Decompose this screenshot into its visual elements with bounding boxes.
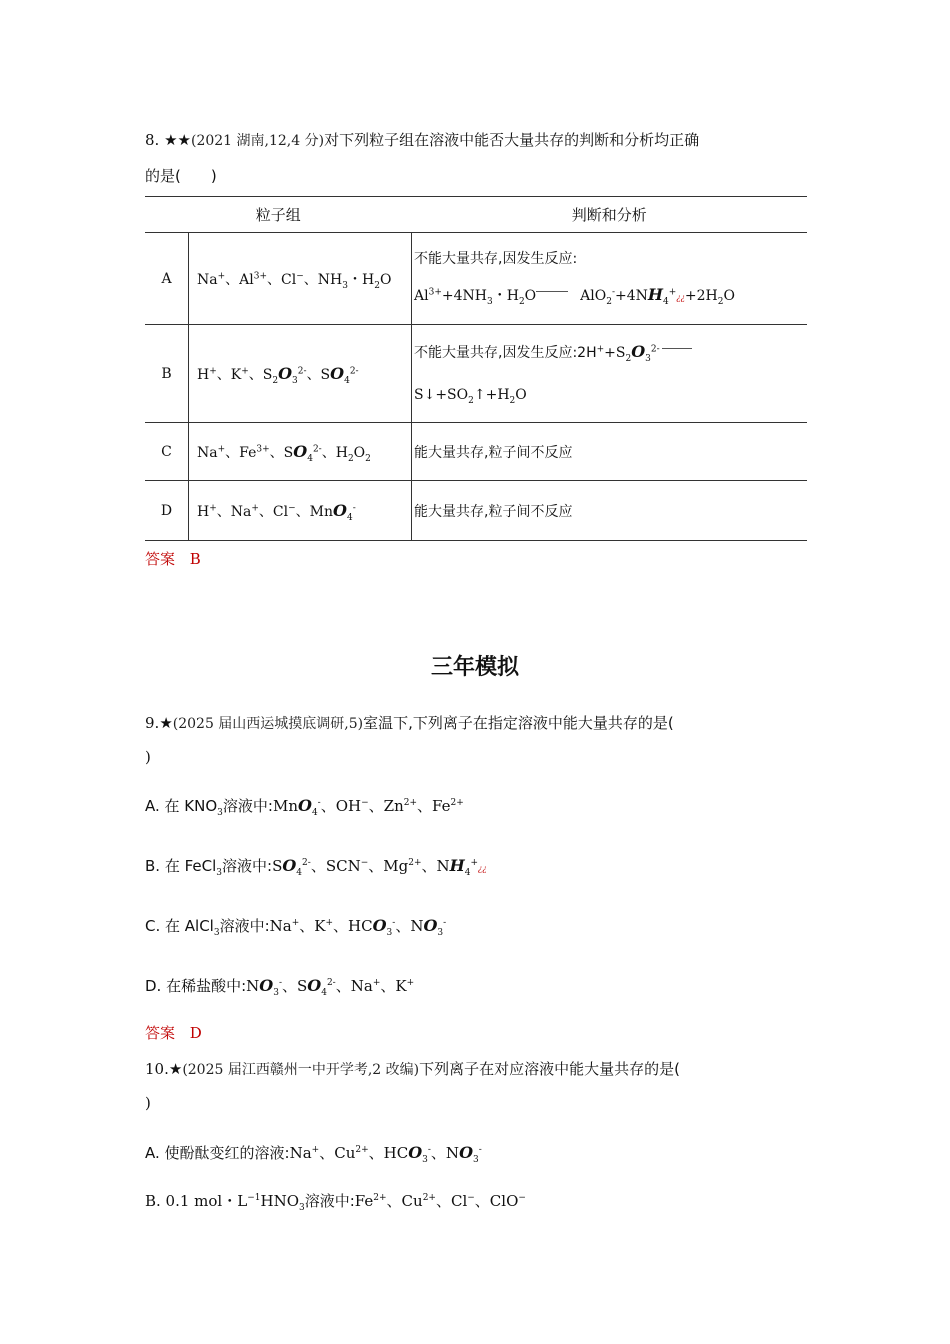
q10-stem-end: ) xyxy=(145,1094,151,1112)
particle-group-d: H+、Na+、Cl−、MnO$_4$- xyxy=(189,481,412,541)
q8-number: 8. xyxy=(145,131,160,149)
q9-option-b: B. 在 FeCl$_3$溶液中$:SO_4^{2-}$、SCN−、$Mg^{2+}$、$NH_4^+¿¿$ xyxy=(145,856,487,878)
analysis-d: 能大量共存,粒子间不反应 xyxy=(412,481,808,541)
answer-label: 答案 xyxy=(145,550,176,568)
q8-answer xyxy=(145,548,201,569)
answer-value: D xyxy=(189,1024,202,1042)
table-row xyxy=(145,325,807,423)
analysis-a-text: 不能大量共存,因发生反应: xyxy=(414,251,578,267)
q9-number: 9. xyxy=(145,714,160,732)
q9-stem-text: 室温下,下列离子在指定溶液中能大量共存的是( xyxy=(363,714,674,732)
q9-answer xyxy=(145,1022,202,1043)
q8-stem-line1 xyxy=(145,129,699,150)
answer-label: 答案 xyxy=(145,1024,176,1042)
row-label: A xyxy=(145,233,189,325)
q10-option-a: A. 使酚酞变红的溶液:Na+、$Cu^{2+}$、$HCO_3^-$、$NO_3^-$ xyxy=(145,1143,482,1165)
option-b-lead: B. 0.1 mol・L xyxy=(145,1192,248,1210)
answer-value: B xyxy=(189,550,201,568)
option-d-lead: D. 在稀盐酸中: xyxy=(145,977,247,995)
table-row xyxy=(145,481,807,541)
option-c-lead: C. 在 AlCl xyxy=(145,917,214,935)
q8-stem-line2: 的是( ) xyxy=(145,167,217,185)
analysis-a xyxy=(412,233,808,325)
row-label: D xyxy=(145,481,189,541)
particle-group-a: Na+、$Al^{3+}$、Cl−、$NH_3$・$H_2O$ xyxy=(189,233,412,325)
q9-option-a: A. 在 $KNO_3$溶液中:MnO$_4$-、OH−、$Zn^{2+}$、$Fe^{2+}$ xyxy=(145,796,464,818)
q9-stem-end: ) xyxy=(145,748,151,766)
particle-group-c: Na+、$Fe^{3+}$、$SO_4^{2-}$、$H_2O_2$ xyxy=(189,423,412,481)
row-label: B xyxy=(145,325,189,423)
q8-source: (2021 湖南,12,4 分) xyxy=(191,133,325,149)
analysis-b: 不能大量共存,因发生反应$:2H^++S_2O_3^{2-}$ $S↓+SO_2↑+H_2O$ xyxy=(412,325,808,423)
option-a-lead: A. 在 KNO xyxy=(145,797,218,815)
q10-stem-text: 下列离子在对应溶液中能大量共存的是( xyxy=(419,1060,680,1078)
analysis-b-text: 不能大量共存,因发生反应:2H xyxy=(414,345,597,361)
option-a-lead: A. 使酚酞变红的溶液: xyxy=(145,1144,290,1162)
q10-source: (2025 届江西赣州一中开学考,2 改编) xyxy=(182,1062,420,1078)
analysis-c: 能大量共存,粒子间不反应 xyxy=(412,423,808,481)
table-row xyxy=(145,233,807,325)
q9-stem xyxy=(145,712,674,733)
q9-option-c: C. 在 AlCl$_3$溶液中:Na+、K+、$HCO_3^-$、$NO_3^-$ xyxy=(145,916,447,938)
header-judgment-analysis: 判断和分析 xyxy=(412,197,808,233)
q10-option-b: B. 0.1 mol・$L^{-1}HNO_3$溶液中$:Fe^{2+}$、$Cu^{2+}$、Cl−、ClO− xyxy=(145,1192,526,1213)
table-header-row xyxy=(145,197,807,233)
q8-table xyxy=(145,196,807,541)
reaction-equation-a: $Al^{3+}+4NH_3$・$H_2O$ $AlO_2^-+4NH_4^+¿¿+2H_2O$ xyxy=(414,285,735,307)
section-title: 三年模拟 xyxy=(430,655,519,680)
q8-stem: 对下列粒子组在溶液中能否大量共存的判断和分析均正确 xyxy=(324,131,700,149)
row-label: C xyxy=(145,423,189,481)
q10-stem xyxy=(145,1058,680,1079)
q10-difficulty-star: ★ xyxy=(168,1060,183,1078)
option-b-lead: B. 在 FeCl xyxy=(145,857,217,875)
reaction-products-b: $S↓+SO_2↑+H_2O$ xyxy=(414,387,527,406)
q9-difficulty-star: ★ xyxy=(159,714,173,732)
table-row xyxy=(145,423,807,481)
header-particle-group: 粒子组 xyxy=(145,197,412,233)
q10-number: 10. xyxy=(145,1060,169,1078)
q9-source: (2025 届山西运城摸底调研,5) xyxy=(172,716,364,732)
particle-group-b: H+、K+、$S_2O_3^{2-}$、$SO_4^{2-}$ xyxy=(189,325,412,423)
q8-difficulty-stars: ★★ xyxy=(164,131,191,149)
q9-option-d: D. 在稀盐酸中$:NO_3^-$、$SO_4^{2-}$、Na+、K+ xyxy=(145,976,415,998)
